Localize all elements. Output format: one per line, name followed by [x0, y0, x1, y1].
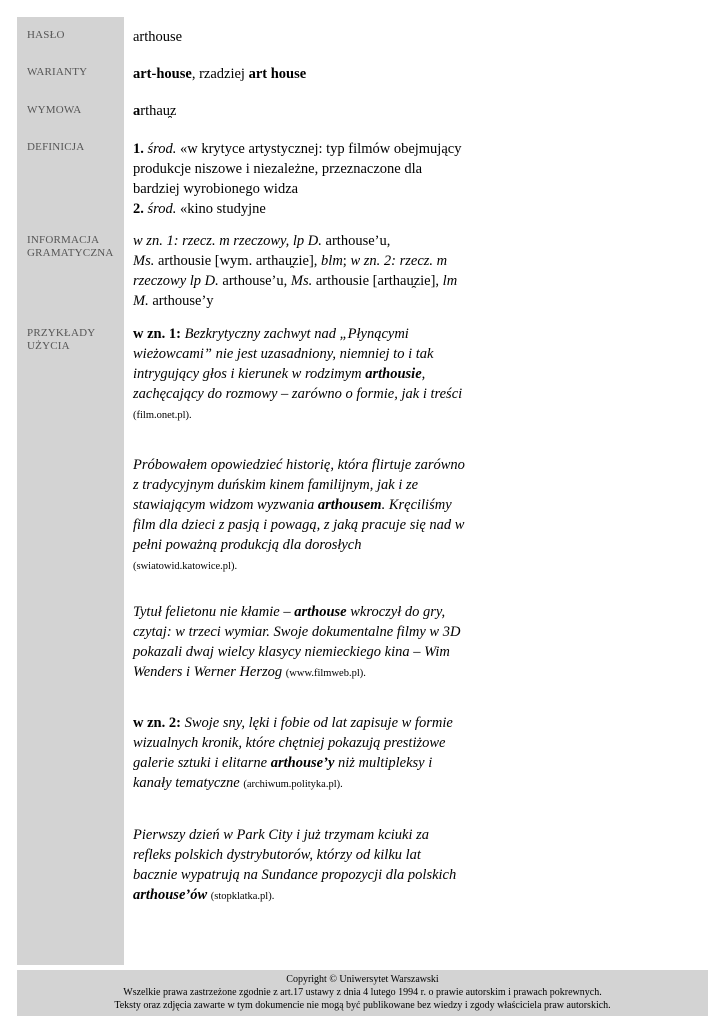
label-informacja-line1: INFORMACJA: [27, 234, 100, 246]
footer-line-1: Copyright © Uniwersytet Warszawski: [286, 974, 439, 985]
grammar-part: Ms.: [133, 253, 155, 269]
example-source: (archiwum.polityka.pl).: [243, 779, 343, 790]
headword: arthouse: [133, 29, 183, 45]
grammar-part: arthousie [wym. arthau̯zie],: [154, 253, 322, 269]
grammar-part: ;: [342, 253, 351, 269]
example-source: (swiatowid.katowice.pl).: [133, 561, 238, 572]
grammar-part: arthousie [arthau̯zie],: [312, 273, 443, 289]
label-przyklady-line2: UŻYCIA: [27, 340, 70, 352]
example-term: arthouse’y: [270, 755, 335, 771]
grammar-part: w zn. 1: rzecz. m rzeczowy, lp D.: [133, 233, 322, 249]
grammar-part: arthouse’u,: [218, 273, 291, 289]
pronunciation: [133, 101, 468, 121]
example-source: (stopklatka.pl).: [210, 891, 275, 902]
variants: [133, 64, 468, 84]
copyright-footer: [17, 970, 708, 1016]
example-4: [133, 713, 468, 795]
grammar-part: lm M.: [133, 273, 458, 309]
definition: [133, 139, 468, 219]
grammar-part: Ms.: [290, 273, 313, 289]
definition-sense-1: [133, 139, 468, 199]
definition-sense-2: [133, 199, 468, 219]
example-2: [133, 455, 468, 577]
sense-qualifier: środ.: [147, 201, 177, 217]
sense-text: «w krytyce artystycznej: typ filmów obejmujący produkcje niszowe i niezależne, przeznaczone dla bardziej wyrobionego widza: [133, 141, 462, 197]
example-text: . Kręciliśmy film dla dzieci z pasją i powagą, z jaką pracuje się nad w pełni poważną produkcją dla dorosłych: [133, 497, 465, 553]
sense-qualifier: środ.: [147, 141, 177, 157]
label-definicja: DEFINICJA: [27, 141, 85, 153]
example-source: (www.filmweb.pl).: [285, 668, 366, 679]
label-informacja: [27, 234, 114, 260]
example-term: arthouse’ów: [133, 887, 208, 903]
pronunciation-rest: rthau̯z: [140, 103, 177, 119]
example-text: Próbowałem opowiedzieć historię, która flirtuje zarówno z tradycyjnym duńskim kinem familijnym, jak i ze stawiającym widzom wyzwania: [133, 457, 465, 513]
label-informacja-line2: GRAMATYCZNA: [27, 247, 114, 259]
example-text: Bezkrytyczny zachwyt nad „Płynącymi wieżowcami” nie jest uzasadniony, niemniej to i tak intrygujący głos i kierunek w rodzimym: [133, 326, 434, 382]
example-text: Tytuł felietonu nie kłamie –: [133, 604, 295, 620]
example-sense-prefix: w zn. 1:: [133, 326, 181, 342]
example-source: (film.onet.pl).: [133, 410, 192, 421]
example-text: Swoje sny, lęki i fobie od lat zapisuje w formie wizualnych kronik, które chętniej pokazują prestiżowe galerie sztuki i elitarne: [133, 715, 453, 771]
grammar-part: w zn. 2: rzecz. m rzeczowy lp D.: [133, 253, 448, 289]
example-3: [133, 602, 468, 684]
label-wymowa: WYMOWA: [27, 104, 82, 116]
example-text: Pierwszy dzień w Park City i już trzymam kciuki za refleks polskich dystrybutorów, którzy od kilku lat bacznie wypatrują na Sundance propozycji dla polskich: [133, 827, 457, 883]
grammar-part: arthouse’u,: [321, 233, 391, 249]
grammar-part: arthouse’y: [148, 293, 214, 309]
sense-number: 2.: [133, 201, 144, 217]
sense-text: «kino studyjne: [176, 201, 266, 217]
variant-alt: art house: [248, 66, 307, 82]
example-term: arthousie: [365, 366, 422, 382]
footer-line-3: Teksty oraz zdjęcia zawarte w tym dokumencie nie mogą być publikowane bez wiedzy i zgody właściciela praw autorskich.: [114, 1000, 611, 1011]
label-sidebar: [17, 17, 124, 965]
example-1: [133, 324, 468, 426]
example-term: arthousem: [317, 497, 382, 513]
example-text: niż multipleksy i kanały tematyczne: [133, 755, 433, 791]
variant-main: art-house: [133, 66, 192, 82]
example-sense-prefix: w zn. 2:: [133, 715, 181, 731]
example-5: [133, 825, 468, 907]
footer-line-2: Wszelkie prawa zastrzeżone zgodnie z art.17 ustawy z dnia 4 lutego 1994 r. o prawie autorskim i prawach pokrewnych.: [123, 987, 602, 998]
pronunciation-stress: a: [133, 103, 141, 119]
variant-separator: , rzadziej: [191, 66, 249, 82]
grammar-part: blm: [321, 253, 343, 269]
example-text: , zachęcający do rozmowy – zarówno o formie, jak i treści: [133, 366, 463, 402]
label-haslo: HASŁO: [27, 29, 65, 41]
sense-number: 1.: [133, 141, 144, 157]
example-text: wkroczył do gry, czytaj: w trzeci wymiar. Swoje dokumentalne filmy w 3D pokazali dwaj wielcy klasycy niemieckiego kina – Wim Wenders i Werner Herzog: [133, 604, 461, 680]
label-przyklady-line1: PRZYKŁADY: [27, 327, 96, 339]
grammar-info: [133, 231, 468, 311]
example-term: arthouse: [294, 604, 347, 620]
label-przyklady: [27, 327, 95, 353]
label-warianty: WARIANTY: [27, 66, 88, 78]
